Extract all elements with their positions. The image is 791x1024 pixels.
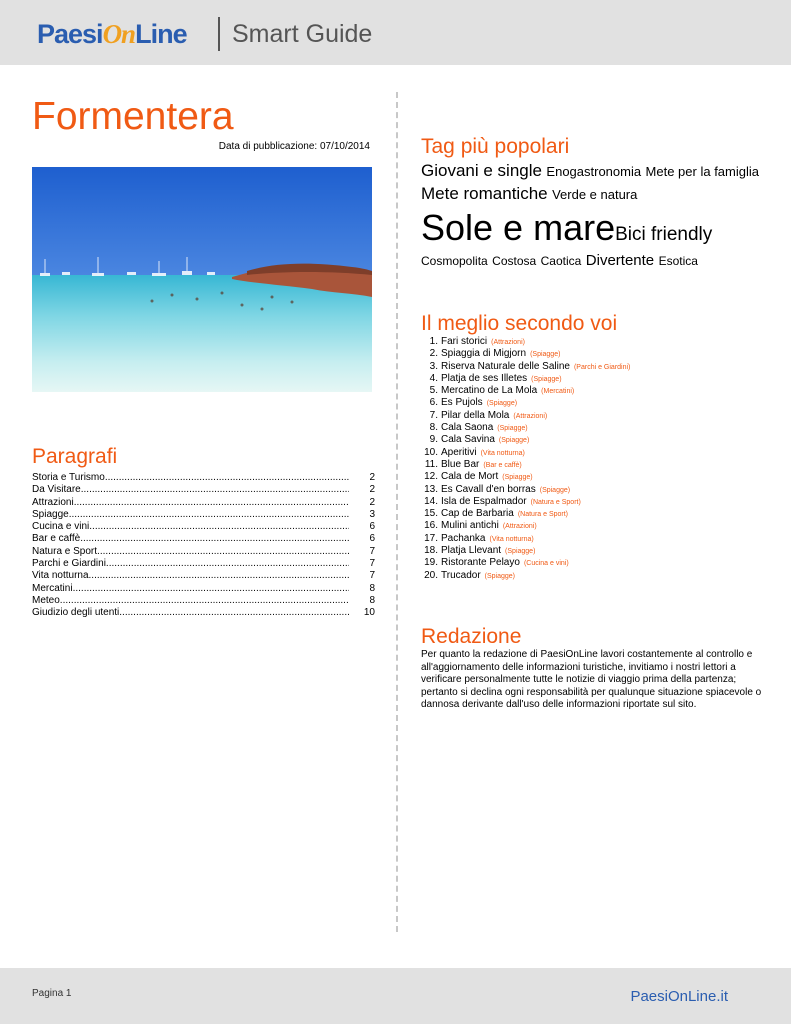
list-item[interactable]: 16. Mulini antichi (Attrazioni) xyxy=(424,520,537,532)
toc-row[interactable]: Da Visitare ..... 2 xyxy=(32,484,375,496)
header-bar xyxy=(0,0,791,65)
toc-row[interactable]: Attrazioni ..... 2 xyxy=(32,497,375,509)
tag-link[interactable]: Giovani e single xyxy=(421,161,542,180)
meglio-heading: Il meglio secondo voi xyxy=(421,312,618,335)
tag-link[interactable]: Enogastronomia xyxy=(546,164,642,179)
footer-bar xyxy=(0,968,791,1024)
list-item[interactable]: 20. Trucador (Spiagge) xyxy=(424,569,516,581)
toc-row[interactable]: Meteo ..... 8 xyxy=(32,595,375,607)
list-item[interactable]: 8. Cala Saona (Spiagge) xyxy=(429,422,528,434)
toc-row[interactable]: Storia e Turismo ..... 2 xyxy=(32,472,375,484)
redazione-heading: Redazione xyxy=(421,625,522,648)
list-item[interactable]: 9. Cala Savina (Spiagge) xyxy=(429,434,530,446)
tags-heading: Tag più popolari xyxy=(421,135,570,158)
tag-link[interactable]: Caotica xyxy=(540,253,582,268)
list-item[interactable]: 6. Es Pujols (Spiagge) xyxy=(429,397,518,409)
tag-link[interactable]: Bici friendly xyxy=(615,223,713,245)
list-item[interactable]: 4. Platja de ses Illetes (Spiagge) xyxy=(429,372,562,384)
beach-photo xyxy=(32,167,372,392)
list-item[interactable]: 11. Blue Bar (Bar e caffè) xyxy=(424,458,522,470)
list-item[interactable]: 5. Mercatino de La Mola (Mercatini) xyxy=(429,385,575,397)
toc-row[interactable]: Parchi e Giardini ..... 7 xyxy=(32,558,375,570)
tag-link[interactable]: Mete romantiche xyxy=(421,183,548,203)
tag-cloud xyxy=(421,160,761,271)
column-divider xyxy=(396,92,398,932)
list-item[interactable]: 18. Platja Llevant (Spiagge) xyxy=(424,545,536,557)
tag-link[interactable]: Esotica xyxy=(658,253,698,268)
toc-row[interactable]: Mercatini ..... 8 xyxy=(32,583,375,595)
toc-row[interactable]: Cucina e vini ..... 6 xyxy=(32,521,375,533)
list-item[interactable]: 2. Spiaggia di Migjorn (Spiagge) xyxy=(429,348,561,360)
tag-link[interactable]: Sole e mare xyxy=(421,206,616,248)
tag-link[interactable]: Verde e natura xyxy=(552,186,638,202)
list-item[interactable]: 14. Isla de Espalmador (Natura e Sport) xyxy=(424,495,581,507)
paragrafi-heading: Paragrafi xyxy=(32,445,118,468)
page-title: Formentera xyxy=(32,95,234,138)
smart-guide-label: Smart Guide xyxy=(232,20,373,48)
publication-date: Data di pubblicazione: 07/10/2014 xyxy=(218,141,370,152)
table-of-contents xyxy=(32,472,375,620)
site-link[interactable]: PaesiOnLine.it xyxy=(630,988,728,1005)
tag-link[interactable]: Costosa xyxy=(492,253,537,268)
toc-row[interactable]: Spiagge ..... 3 xyxy=(32,509,375,521)
tag-link[interactable]: Cosmopolita xyxy=(421,253,488,268)
list-item[interactable]: 1. Fari storici (Attrazioni) xyxy=(429,336,525,347)
list-item[interactable]: 17. Pachanka (Vita notturna) xyxy=(424,532,534,544)
toc-row[interactable]: Vita notturna ..... 7 xyxy=(32,570,375,582)
tag-link[interactable]: Mete per la famiglia xyxy=(645,164,759,179)
toc-row[interactable]: Bar e caffè ..... 6 xyxy=(32,533,375,545)
list-item[interactable]: 19. Ristorante Pelayo (Cucina e vini) xyxy=(424,557,569,569)
best-list xyxy=(421,336,761,582)
toc-row[interactable]: Natura e Sport ..... 7 xyxy=(32,546,375,558)
list-item[interactable]: 12. Cala de Mort (Spiagge) xyxy=(424,471,533,483)
tag-link[interactable]: Divertente xyxy=(585,251,655,269)
list-item[interactable]: 3. Riserva Naturale delle Saline (Parchi e Giardini) xyxy=(429,360,631,372)
logo-text: PaesiOnLine xyxy=(37,19,187,49)
toc-row[interactable]: Giudizio degli utenti ..... 10 xyxy=(32,607,375,619)
page-number: Pagina 1 xyxy=(32,988,72,999)
header-divider xyxy=(218,17,220,51)
list-item[interactable]: 15. Cap de Barbaria (Natura e Sport) xyxy=(424,508,569,520)
redazione-text: Per quanto la redazione di PaesiOnLine lavori costantemente al controllo e all'aggiornamento delle informazioni turistiche, invitiamo i nostri lettori a verificare personalmente tutte le notizie di viaggio prima della partenza; pertanto si declina ogni responsabilità per qualunque situazione spiacevole o dannosa derivante dall'uso delle informazioni riportate sul sito. xyxy=(421,649,762,710)
list-item[interactable]: 7. Pilar della Mola (Attrazioni) xyxy=(429,409,548,421)
list-item[interactable]: 13. Es Cavall d'en borras (Spiagge) xyxy=(424,483,571,495)
list-item[interactable]: 10. Aperitivi (Vita notturna) xyxy=(424,446,525,458)
